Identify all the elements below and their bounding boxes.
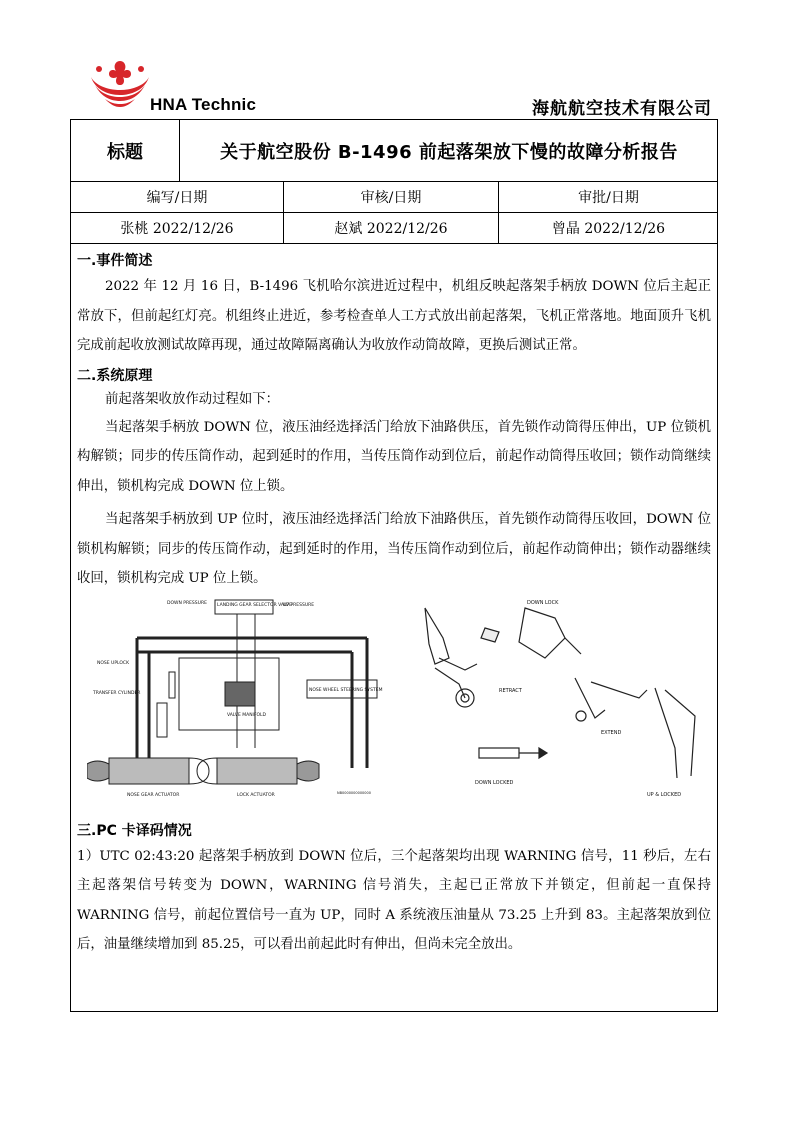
label-transfer-cylinder: TRANSFER CYLINDER: [93, 690, 141, 696]
sign-value-approver: 曾晶 2022/12/26: [551, 221, 666, 237]
section-2-intro: 前起落架收放作动过程如下：: [105, 391, 280, 407]
section-1-title: 一.事件简述: [77, 253, 153, 269]
section-3-paragraph: 1）UTC 02:43:20 起落架手柄放到 DOWN 位后，三个起落架均出现 WARNING 信号，11 秒后，左右主起落架信号转变为 DOWN，WARNING 信号消失，主起已正常放下并锁定，但前起一直保持 WARNING 信号，前起位置信号一直为 UP，同时 A 系统液压油量从 73.25 上升到 83。主起落架放到位后，油量继续增加到 85.25，可以看出前起此时有伸出，但尚未完全放出。: [77, 848, 711, 952]
hna-logo-icon: [85, 55, 155, 111]
label-nose-uplock: NOSE UPLOCK: [97, 660, 130, 666]
report-title: 关于航空股份 B-1496 前起落架放下慢的故障分析报告: [220, 141, 678, 163]
label-down-locked: DOWN LOCKED: [475, 779, 514, 786]
sign-value-reviewer: 赵斌 2022/12/26: [334, 221, 448, 237]
report-body: [71, 246, 717, 960]
sign-value-row: [71, 213, 717, 244]
label-steering: NOSE WHEEL STEERING SYSTEM: [309, 687, 383, 693]
section-2-title: 二.系统原理: [77, 367, 153, 384]
section-1-paragraph: 2022 年 12 月 16 日，B-1496 飞机哈尔滨进近过程中，机组反映起落架手柄放 DOWN 位后主起正常放下，但前起红灯亮。机组终止进近，参考检查单人工方式放出前起落架，飞机正常落地。地面顶升飞机完成前起收放测试故障再现，通过故障隔离确认为收放作动筒故障，更换后测试正常。: [77, 279, 711, 353]
label-valve-manifold: VALVE MANIFOLD: [227, 712, 266, 718]
sign-header-author: 编写/日期: [146, 190, 208, 206]
label-down-lock: DOWN LOCK: [527, 599, 559, 606]
sign-header-approver: 审批/日期: [578, 190, 639, 206]
label-up-pressure: UP PRESSURE: [283, 602, 315, 608]
sign-header-reviewer: 审核/日期: [360, 190, 422, 206]
label-figure-code: NB0000000000000: [337, 790, 371, 795]
label-retract: RETRACT: [499, 687, 522, 694]
section-3-title: 三.PC 卡译码情况: [77, 822, 192, 839]
page-header: [70, 55, 718, 117]
section-2-down-process: 当起落架手柄放 DOWN 位，液压油经选择活门给放下油路供压，首先锁作动筒得压伸出，UP 位锁机构解锁；同步的传压筒作动，起到延时的作用，当传压筒作动到位后，前起作动筒得压收回；锁作动筒继续伸出，锁机构完成 DOWN 位上锁。: [77, 419, 711, 494]
brand-chinese: 海航航空技术有限公司: [532, 99, 712, 119]
label-selector-valve: LANDING GEAR SELECTOR VALVE: [217, 602, 292, 608]
brand-english: HNA Technic: [150, 95, 257, 114]
figures: [77, 598, 711, 816]
report-frame: [70, 119, 718, 1012]
label-extend: EXTEND: [601, 729, 622, 736]
title-label: 标题: [107, 141, 143, 163]
section-2-up-process: 当起落架手柄放到 UP 位时，液压油经选择活门给放下油路供压，首先锁作动筒得压收回，DOWN 位锁机构解锁；同步的传压筒作动，起到延时的作用，当传压筒作动到位后，前起作动筒伸出；锁作动器继续收回，锁机构完成 UP 位上锁。: [77, 512, 711, 586]
sign-value-author: 张桃 2022/12/26: [120, 221, 234, 237]
label-down-pressure: DOWN PRESSURE: [167, 600, 207, 606]
hydraulic-schematic-figure: [87, 598, 393, 812]
label-up-locked: UP & LOCKED: [647, 791, 682, 798]
gear-positions-figure: [415, 598, 715, 812]
label-lock-actuator: LOCK ACTUATOR: [237, 792, 275, 798]
label-nose-gear-actuator: NOSE GEAR ACTUATOR: [127, 792, 180, 798]
title-row: [71, 120, 717, 182]
sign-header-row: [71, 182, 717, 213]
